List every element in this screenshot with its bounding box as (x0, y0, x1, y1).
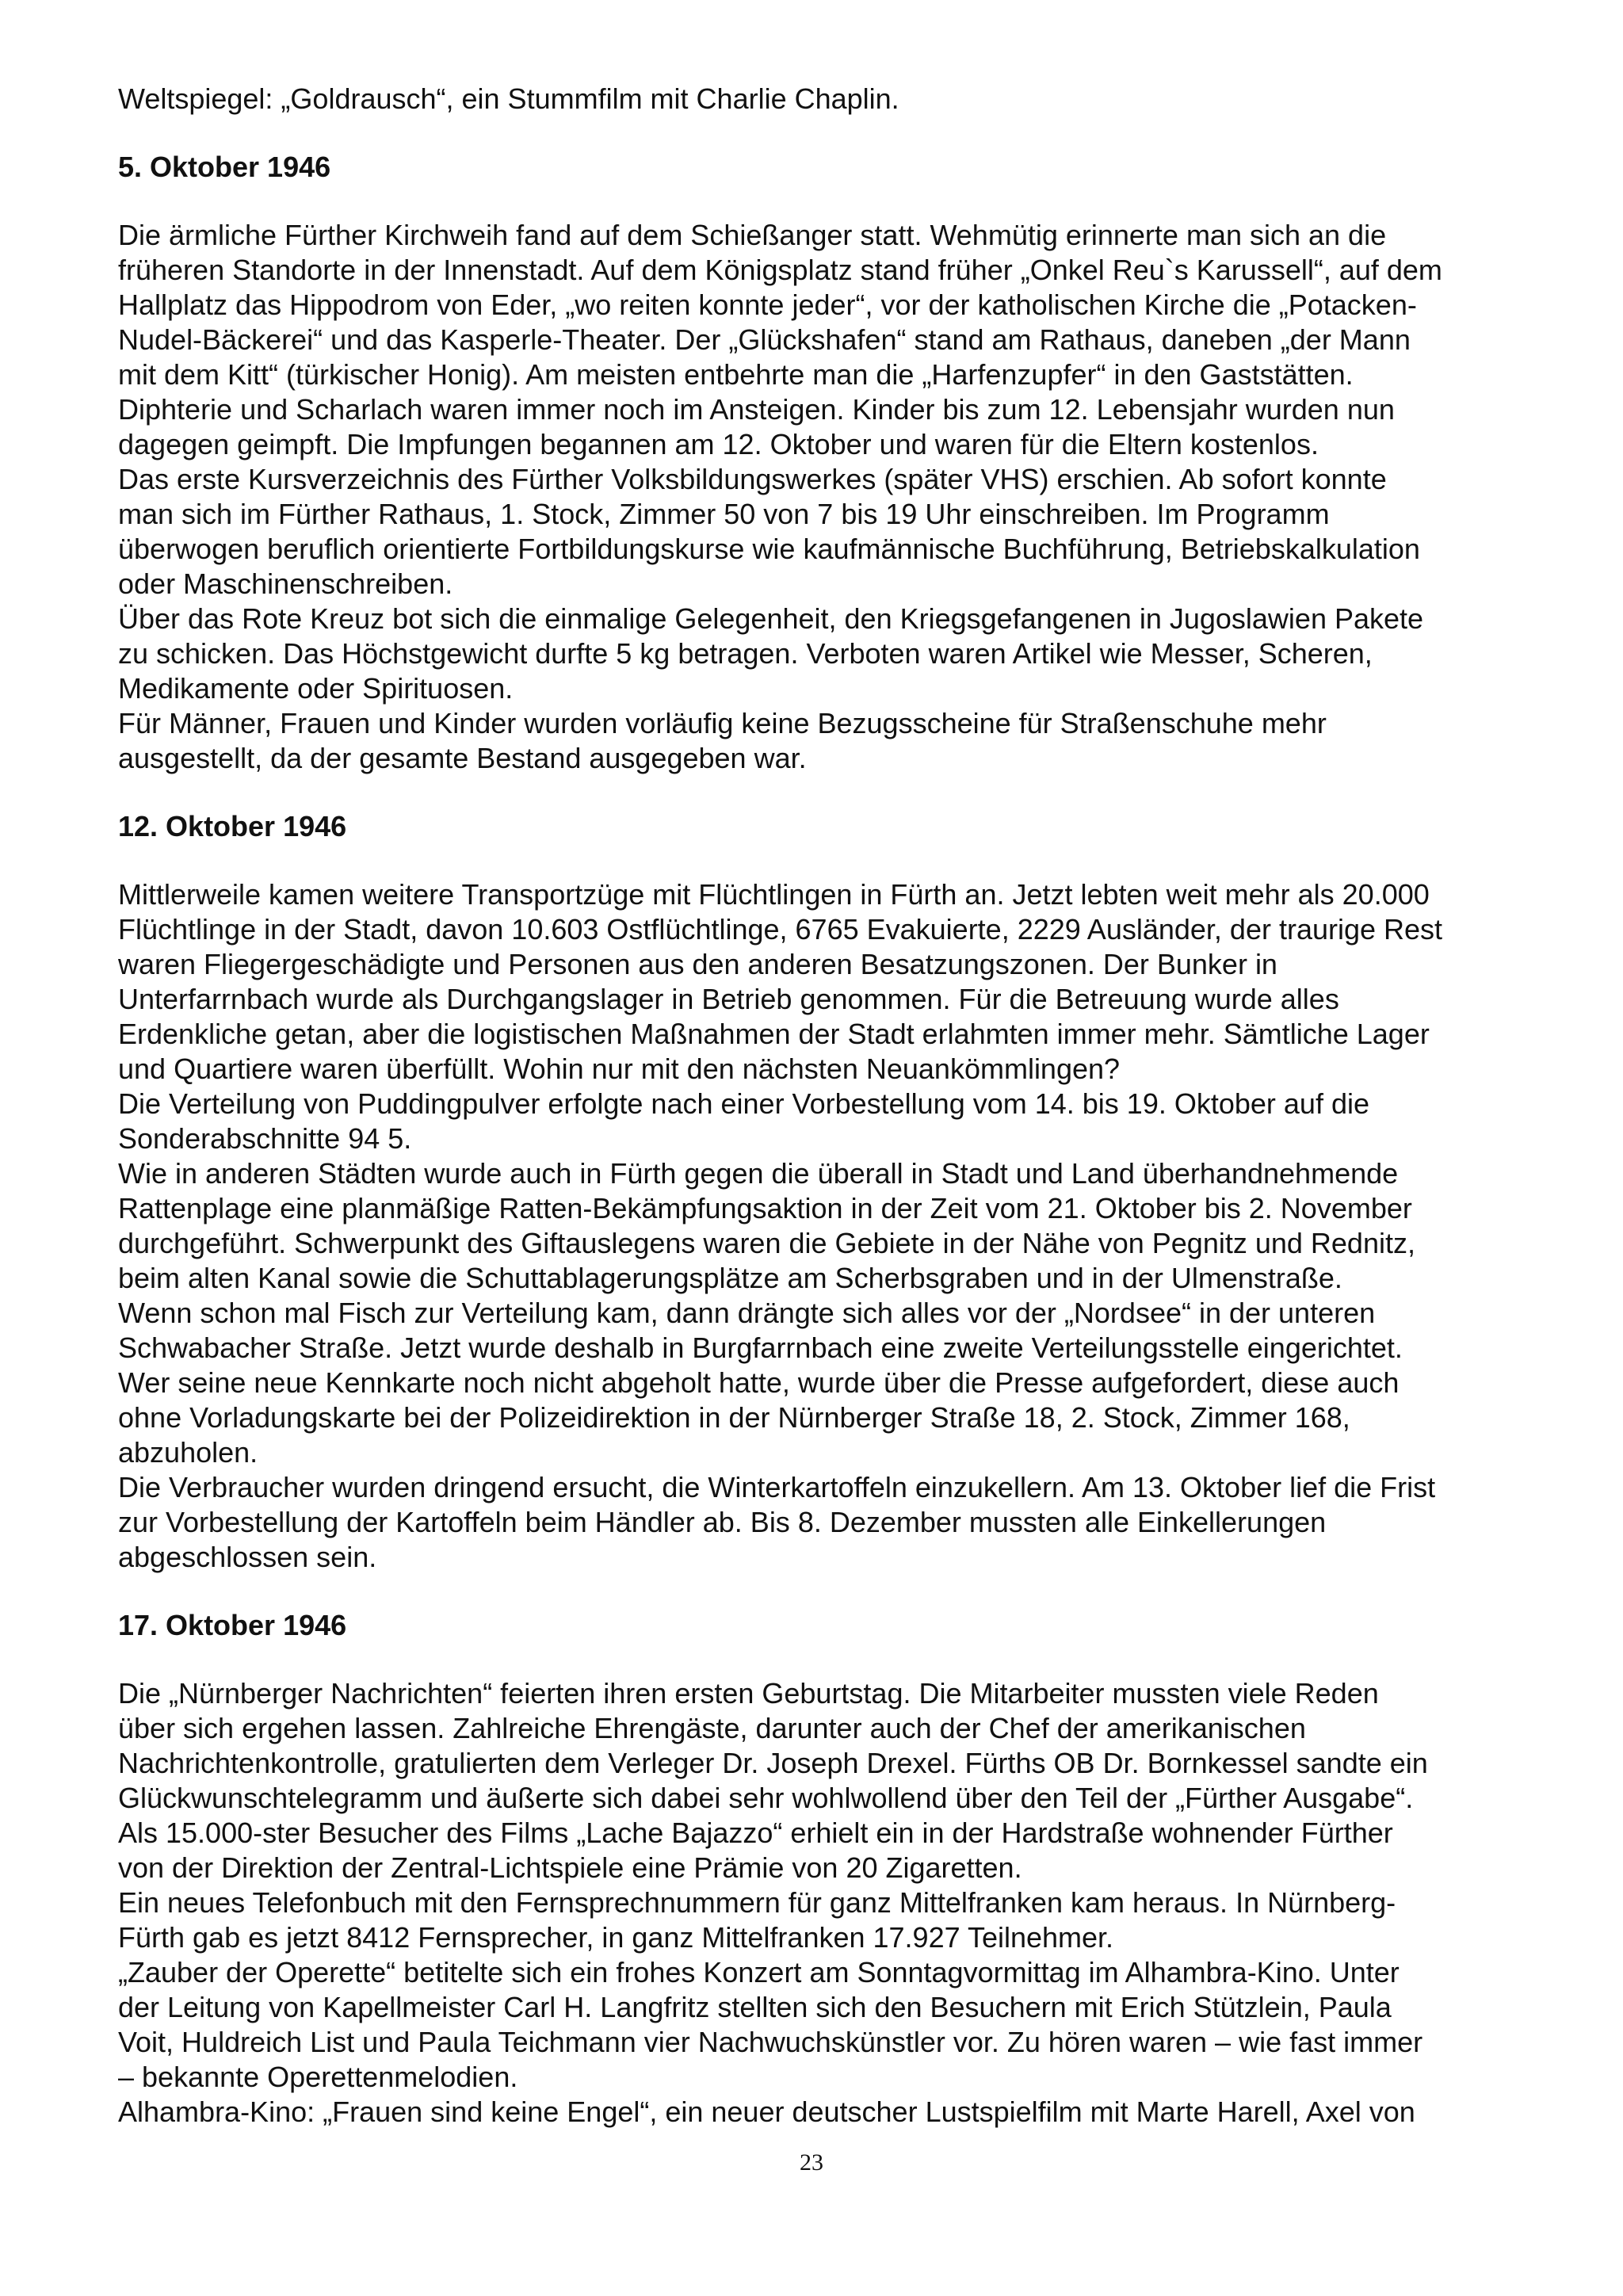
text-line: Glückwunschtelegramm und äußerte sich dabei sehr wohlwollend über den Teil der „Fürther Ausgabe“. (118, 1782, 1414, 1814)
text-line: Nudel-Bäckerei“ und das Kasperle-Theater. Der „Glückshafen“ stand am Rathaus, daneben „der Mann (118, 323, 1411, 356)
text-line: Erdenkliche getan, aber die logistischen Maßnahmen der Stadt erlahmten immer mehr. Sämtliche Lager (118, 1018, 1430, 1050)
text-line: abzuholen. (118, 1436, 258, 1469)
text-line: abgeschlossen sein. (118, 1541, 377, 1573)
text-line: über sich ergehen lassen. Zahlreiche Ehrengäste, darunter auch der Chef der amerikanischen (118, 1712, 1306, 1744)
date-heading: 5. Oktober 1946 (118, 151, 331, 183)
text-line: zu schicken. Das Höchstgewicht durfte 5 kg betragen. Verboten waren Artikel wie Messer, Scheren, (118, 637, 1373, 670)
paragraph-spacer (118, 1643, 1608, 1676)
text-line: beim alten Kanal sowie die Schuttablagerungsplätze am Scherbsgraben und in der Ulmenstraße. (118, 1262, 1342, 1294)
paragraph-spacer (118, 844, 1608, 877)
text-line: zur Vorbestellung der Kartoffeln beim Händler ab. Bis 8. Dezember mussten alle Einkellerungen (118, 1506, 1327, 1538)
text-line: Mittlerweile kamen weitere Transportzüge mit Flüchtlingen in Fürth an. Jetzt lebten weit mehr als 20.000 (118, 878, 1430, 911)
text-line: Die Verbraucher wurden dringend ersucht, die Winterkartoffeln einzukellern. Am 13. Oktober lief die Frist (118, 1471, 1436, 1503)
text-section (118, 1676, 1608, 2130)
text-line: Die Verteilung von Puddingpulver erfolgte nach einer Vorbestellung vom 14. bis 19. Oktober auf die (118, 1087, 1369, 1120)
date-heading: 17. Oktober 1946 (118, 1609, 347, 1641)
text-line: Schwabacher Straße. Jetzt wurde deshalb in Burgfarrnbach eine zweite Verteilungsstelle eingerichtet. (118, 1331, 1403, 1364)
text-line: Nachrichtenkontrolle, gratulierten dem Verleger Dr. Joseph Drexel. Fürths OB Dr. Bornkessel sandte ein (118, 1747, 1428, 1779)
text-line: Unterfarrnbach wurde als Durchgangslager in Betrieb genommen. Für die Betreuung wurde alles (118, 983, 1339, 1015)
date-heading: 12. Oktober 1946 (118, 810, 347, 842)
document-body (118, 82, 1608, 2130)
text-line: Voit, Huldreich List und Paula Teichmann vier Nachwuchskünstler vor. Zu hören waren – wie fast immer (118, 2026, 1423, 2058)
paragraph-spacer (118, 117, 1608, 150)
text-line: Die „Nürnberger Nachrichten“ feierten ihren ersten Geburtstag. Die Mitarbeiter mussten viele Reden (118, 1677, 1379, 1710)
paragraph-spacer (118, 185, 1608, 218)
text-line: überwogen beruflich orientierte Fortbildungskurse wie kaufmännische Buchführung, Betriebskalkulation (118, 533, 1420, 565)
paragraph-spacer (118, 776, 1608, 809)
text-line: Über das Rote Kreuz bot sich die einmalige Gelegenheit, den Kriegsgefangenen in Jugoslawien Pakete (118, 602, 1424, 635)
text-line: Flüchtlinge in der Stadt, davon 10.603 Ostflüchtlinge, 6765 Evakuierte, 2229 Ausländer, der traurige Rest (118, 913, 1443, 946)
text-line: und Quartiere waren überfüllt. Wohin nur mit den nächsten Neuankömmlingen? (118, 1052, 1121, 1085)
text-line: Für Männer, Frauen und Kinder wurden vorläufig keine Bezugsscheine für Straßenschuhe mehr (118, 707, 1327, 739)
text-line: ausgestellt, da der gesamte Bestand ausgegeben war. (118, 742, 807, 774)
page-number: 23 (800, 2149, 823, 2176)
text-line: durchgeführt. Schwerpunkt des Giftauslegens waren die Gebiete in der Nähe von Pegnitz und Rednitz, (118, 1227, 1415, 1259)
text-line: man sich im Fürther Rathaus, 1. Stock, Zimmer 50 von 7 bis 19 Uhr einschreiben. Im Programm (118, 498, 1330, 530)
text-line: Weltspiegel: „Goldrausch“, ein Stummfilm mit Charlie Chaplin. (118, 82, 899, 115)
text-line: Wie in anderen Städten wurde auch in Fürth gegen die überall in Stadt und Land überhandnehmende (118, 1157, 1399, 1190)
text-line: Diphterie und Scharlach waren immer noch im Ansteigen. Kinder bis zum 12. Lebensjahr wurden nun (118, 393, 1395, 426)
text-line: – bekannte Operettenmelodien. (118, 2061, 518, 2093)
text-section (118, 218, 1608, 776)
text-line: Rattenplage eine planmäßige Ratten-Bekämpfungsaktion in der Zeit vom 21. Oktober bis 2. November (118, 1192, 1412, 1224)
text-line: Medikamente oder Spirituosen. (118, 672, 514, 705)
text-line: von der Direktion der Zentral-Lichtspiele eine Prämie von 20 Zigaretten. (118, 1851, 1022, 1884)
text-line: Das erste Kursverzeichnis des Fürther Volksbildungswerkes (später VHS) erschien. Ab sofort konnte (118, 463, 1387, 495)
text-line: „Zauber der Operette“ betitelte sich ein frohes Konzert am Sonntagvormittag im Alhambra-Kino. Unter (118, 1956, 1400, 1988)
paragraph-spacer (118, 1575, 1608, 1608)
text-line: Fürth gab es jetzt 8412 Fernsprecher, in ganz Mittelfranken 17.927 Teilnehmer. (118, 1921, 1114, 1954)
text-section (118, 877, 1608, 1575)
text-line: dagegen geimpft. Die Impfungen begannen am 12. Oktober und waren für die Eltern kostenlos. (118, 428, 1319, 460)
text-line: der Leitung von Kapellmeister Carl H. Langfritz stellten sich den Besuchern mit Erich Stützlein, Paula (118, 1991, 1392, 2023)
text-line: Sonderabschnitte 94 5. (118, 1122, 412, 1155)
text-line: oder Maschinenschreiben. (118, 567, 453, 600)
text-line: ohne Vorladungskarte bei der Polizeidirektion in der Nürnberger Straße 18, 2. Stock, Zimmer 168, (118, 1401, 1350, 1434)
text-line: waren Fliegergeschädigte und Personen aus den anderen Besatzungszonen. Der Bunker in (118, 948, 1277, 980)
text-line: Als 15.000-ster Besucher des Films „Lache Bajazzo“ erhielt ein in der Hardstraße wohnender Fürther (118, 1817, 1393, 1849)
text-line: Wer seine neue Kennkarte noch nicht abgeholt hatte, wurde über die Presse aufgefordert, diese auch (118, 1366, 1400, 1399)
text-line: Alhambra-Kino: „Frauen sind keine Engel“, ein neuer deutscher Lustspielfilm mit Marte Harell, Axel von (118, 2095, 1415, 2128)
text-section (118, 82, 1608, 117)
text-line: Hallplatz das Hippodrom von Eder, „wo reiten konnte jeder“, vor der katholischen Kirche die „Potacken- (118, 288, 1417, 321)
text-line: Ein neues Telefonbuch mit den Fernsprechnummern für ganz Mittelfranken kam heraus. In Nürnberg- (118, 1886, 1396, 1919)
text-line: mit dem Kitt“ (türkischer Honig). Am meisten entbehrte man die „Harfenzupfer“ in den Gaststätten. (118, 358, 1354, 391)
text-line: früheren Standorte in der Innenstadt. Auf dem Königsplatz stand früher „Onkel Reu`s Karussell“, auf dem (118, 254, 1442, 286)
text-line: Wenn schon mal Fisch zur Verteilung kam, dann drängte sich alles vor der „Nordsee“ in der unteren (118, 1297, 1376, 1329)
text-line: Die ärmliche Fürther Kirchweih fand auf dem Schießanger statt. Wehmütig erinnerte man sich an die (118, 219, 1387, 251)
